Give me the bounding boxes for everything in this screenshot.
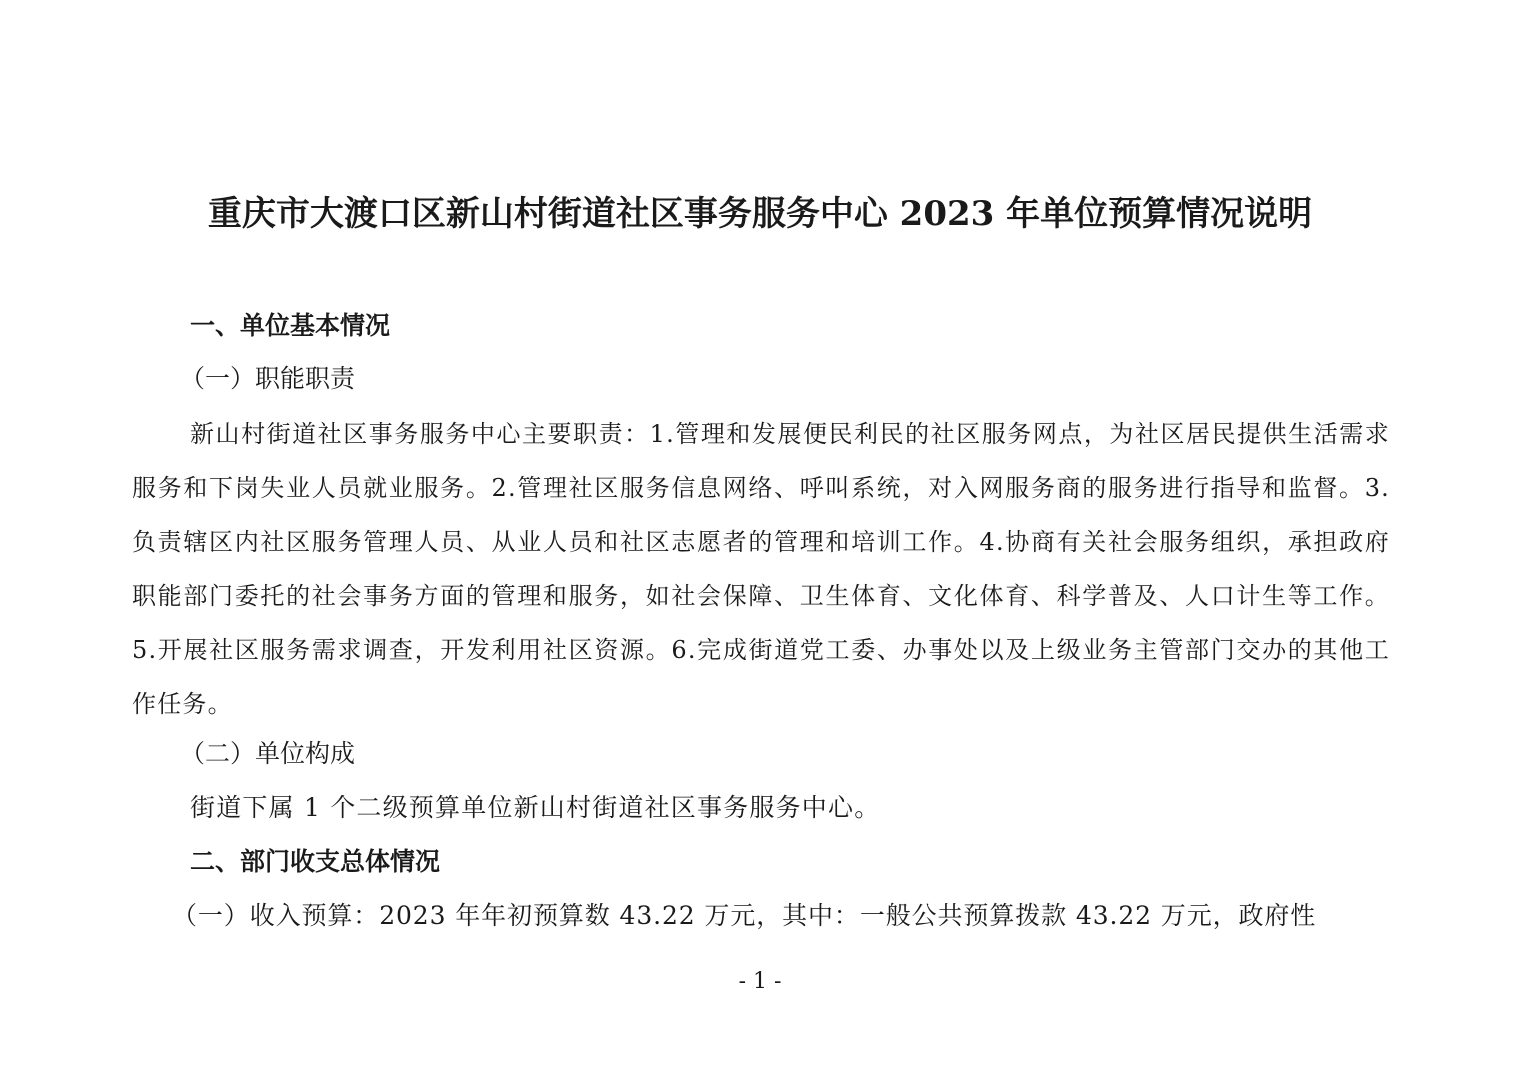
section1-sub2-heading: （二）单位构成 xyxy=(180,739,356,768)
section2-heading: 二、部门收支总体情况 xyxy=(190,847,441,876)
section2-sub1-line: （一）收入预算：2023 年年初预算数 43.22 万元，其中：一般公共预算拨款 43.22 万元，政府性 xyxy=(172,901,1317,930)
section1-sub1-paragraph: 新山村街道社区事务服务中心主要职责：1.管理和发展便民利民的社区服务网点，为社区居民提供生活需求服务和下岗失业人员就业服务。2.管理社区服务信息网络、呼叫系统，对入网服务商的服务进行指导和监督。3.负责辖区内社区服务管理人员、从业人员和社区志愿者的管理和培训工作。4.协商有关社会服务组织，承担政府职能部门委托的社会事务方面的管理和服务，如社会保障、卫生体育、文化体育、科学普及、人口计生等工作。5.开展社区服务需求调查，开发利用社区资源。6.完成街道党工委、办事处以及上级业务主管部门交办的其他工作任务。 xyxy=(132,420,1390,718)
section1-sub1-heading: （一）职能职责 xyxy=(180,364,356,393)
page-number: - 1 - xyxy=(738,969,782,994)
section1-heading: 一、单位基本情况 xyxy=(190,311,391,340)
document-title: 重庆市大渡口区新山村街道社区事务服务中心 2023 年单位预算情况说明 xyxy=(207,194,1313,234)
section1-sub2-paragraph: 街道下属 1 个二级预算单位新山村街道社区事务服务中心。 xyxy=(190,793,881,822)
